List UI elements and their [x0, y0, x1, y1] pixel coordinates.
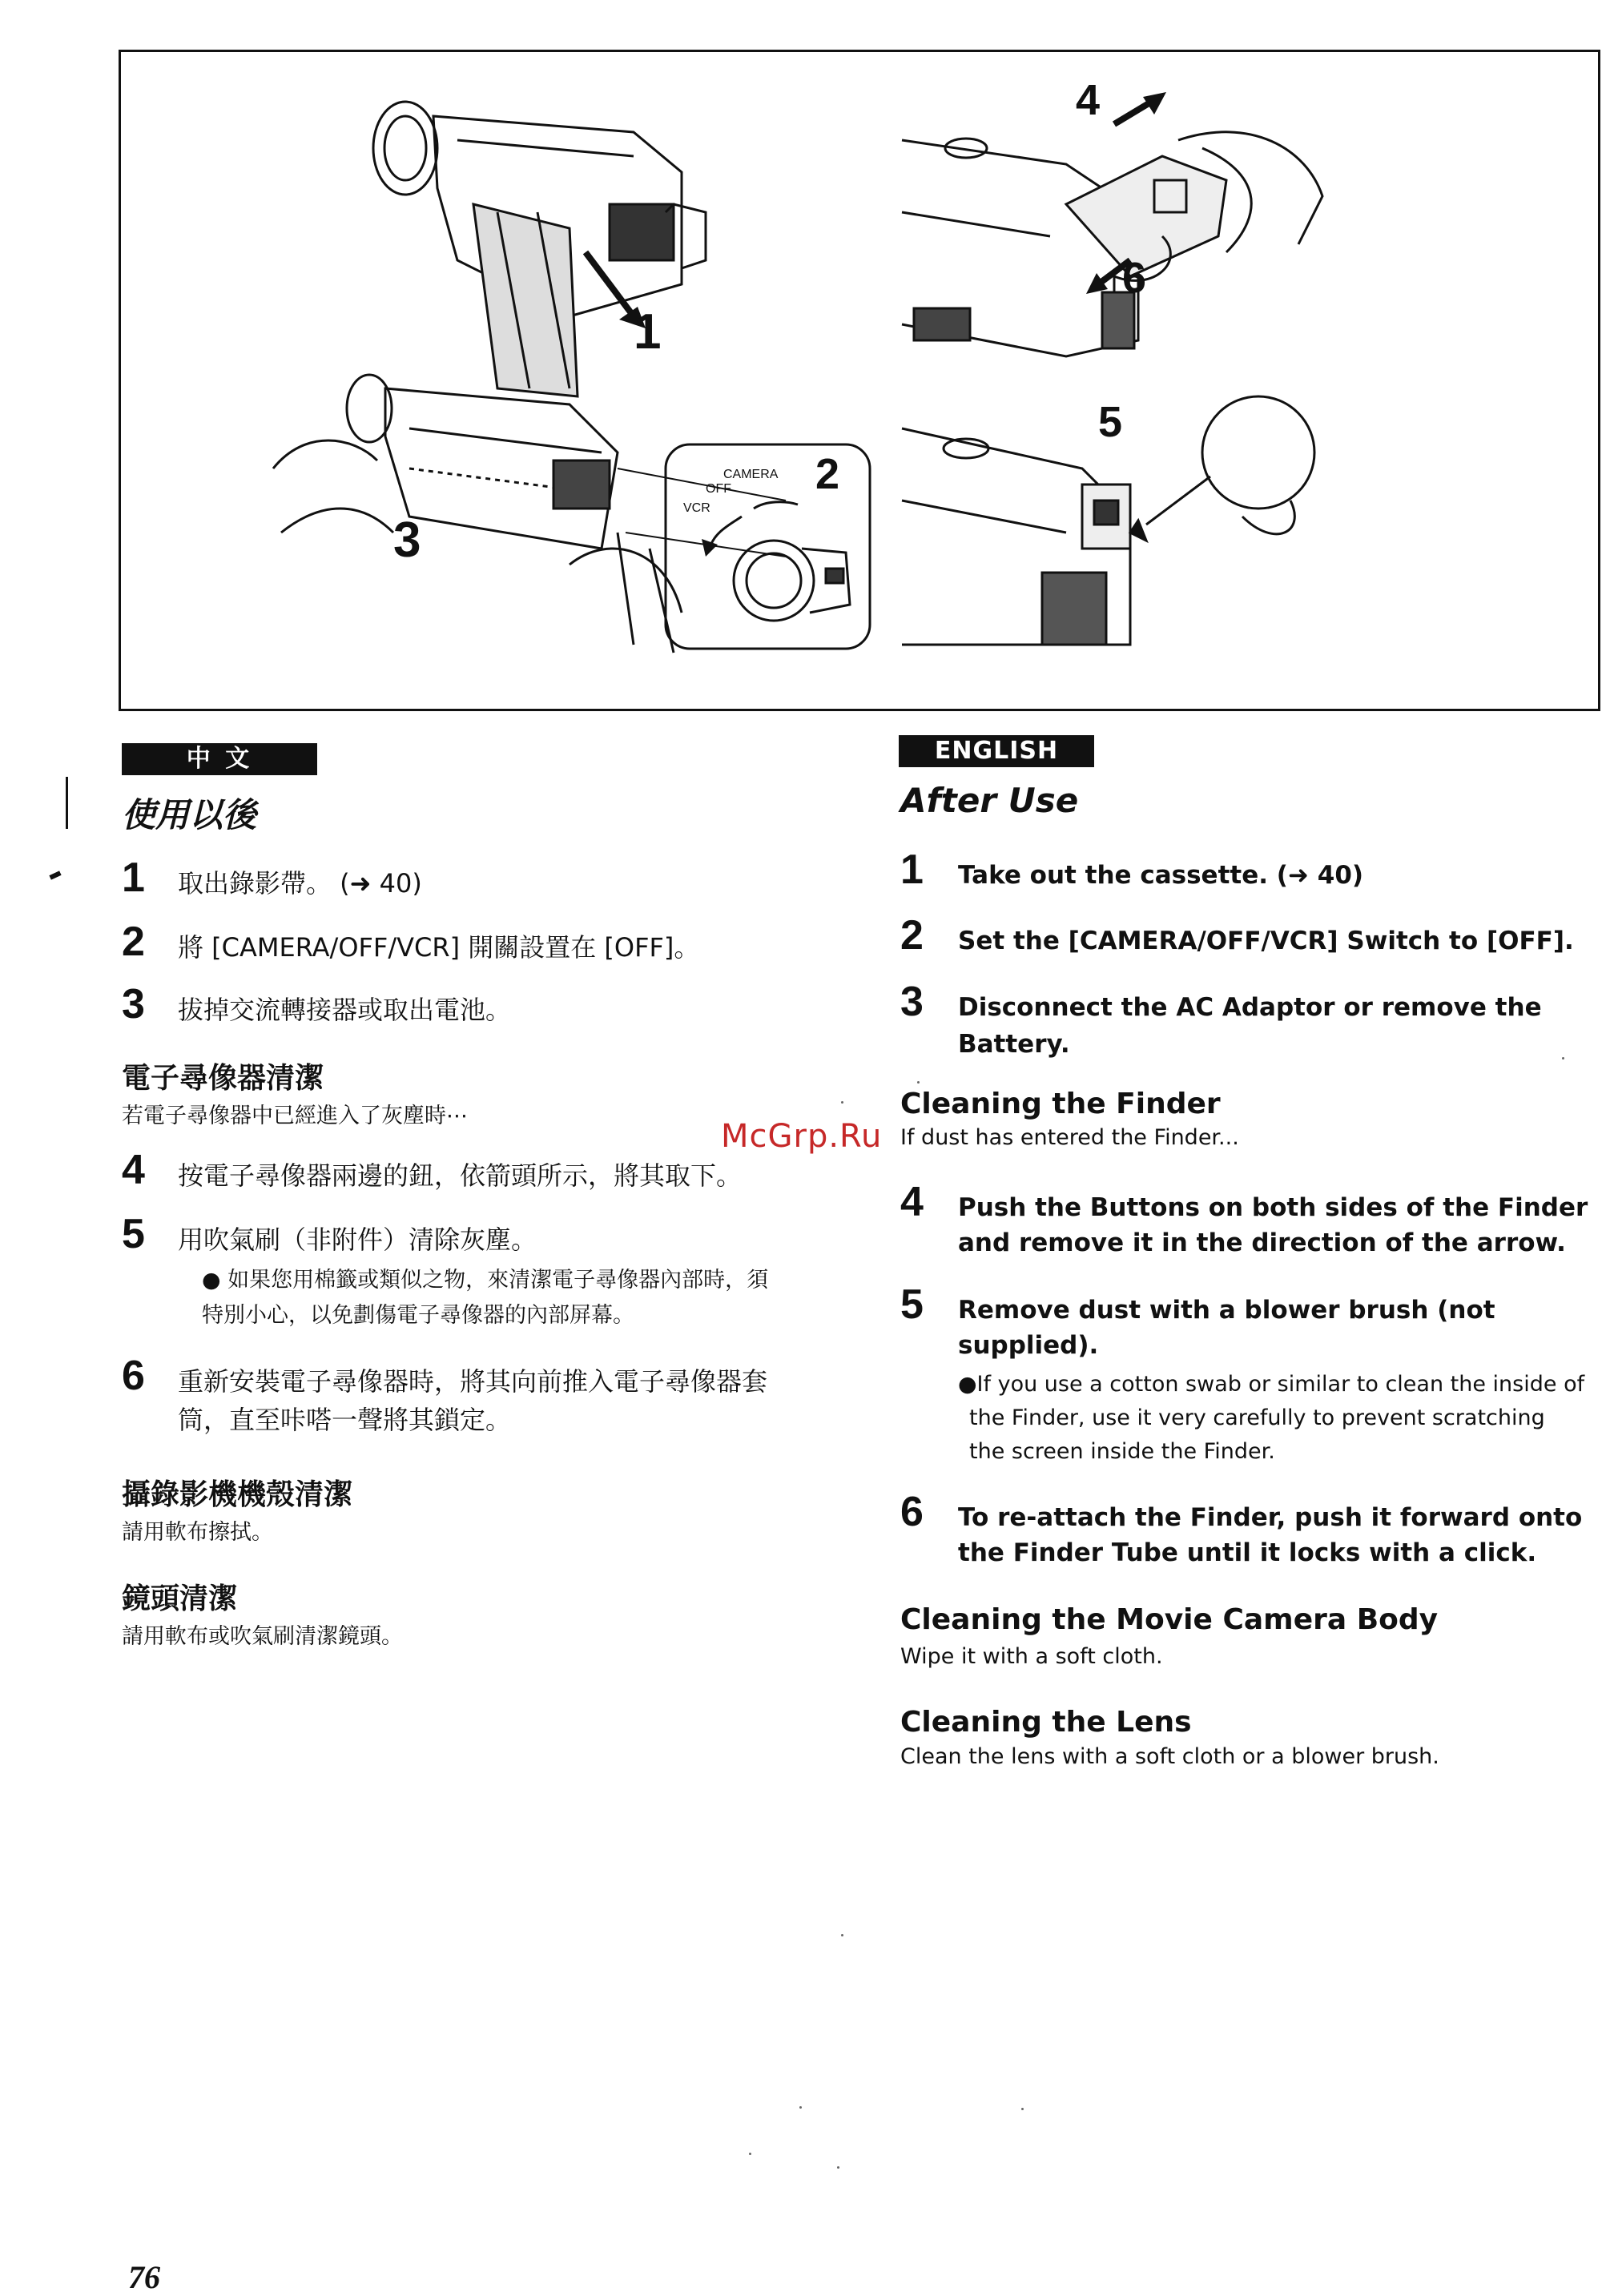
step-text: 將 [CAMERA/OFF/VCR] 開關設置在 [OFF]。 — [178, 932, 700, 963]
english-body-text: Wipe it with a soft cloth. — [900, 1644, 1163, 1669]
scan-speck — [799, 2106, 802, 2109]
scan-speck — [749, 2153, 751, 2155]
step-number: 1 — [900, 846, 924, 893]
finder-removal-drawing — [902, 132, 1322, 356]
callout-3: 3 — [393, 513, 421, 568]
step-text: Push the Buttons on both sides of the Finder — [958, 1193, 1588, 1222]
chinese-finder-note-line-1: ● 如果您用棉籤或類似之物，來清潔電子尋像器內部時，須 — [202, 1268, 769, 1293]
dial-label-off: OFF — [706, 482, 731, 496]
step-number: 3 — [122, 981, 145, 1027]
margin-mark — [66, 777, 68, 829]
scan-speck — [917, 1081, 920, 1084]
step-number: 4 — [122, 1147, 145, 1193]
step-number: 5 — [900, 1281, 924, 1328]
step-number: 5 — [122, 1211, 145, 1257]
scan-speck — [1562, 1057, 1564, 1060]
english-finder-intro: If dust has entered the Finder... — [900, 1125, 1239, 1150]
margin-mark — [49, 871, 61, 879]
chinese-finder-intro: 若電子尋像器中已經進入了灰塵時⋯ — [122, 1104, 468, 1128]
step-text: 拔掉交流轉接器或取出電池。 — [178, 995, 512, 1025]
english-finder-note-line-3: the screen inside the Finder. — [969, 1439, 1275, 1464]
chinese-finder-note-line-2: 特別小心，以免劃傷電子尋像器的內部屏幕。 — [202, 1303, 634, 1328]
step-text: To re-attach the Finder, push it forward onto — [958, 1503, 1583, 1532]
step-text: Remove dust with a blower brush (not — [958, 1296, 1495, 1325]
english-finder-note-line-2: the Finder, use it very carefully to prevent scratching — [969, 1405, 1545, 1430]
step-text: and remove it in the direction of the arrow. — [958, 1228, 1566, 1257]
scan-speck — [837, 2166, 839, 2169]
step-number: 2 — [900, 912, 924, 959]
chinese-finder-heading: 電子尋像器清潔 — [122, 1062, 324, 1095]
watermark: McGrp.Ru — [721, 1118, 883, 1155]
callout-5: 5 — [1098, 398, 1123, 446]
step-text: 用吹氣刷（非附件）清除灰塵。 — [178, 1224, 537, 1255]
step-text: Set the [CAMERA/OFF/VCR] Switch to [OFF]. — [958, 927, 1574, 955]
step-number: 3 — [900, 979, 924, 1025]
english-lens-heading: Cleaning the Lens — [900, 1706, 1192, 1739]
step-text: 筒，直至咔嗒一聲將其鎖定。 — [178, 1405, 512, 1435]
scan-speck — [841, 1934, 843, 1936]
step-number: 6 — [900, 1489, 924, 1535]
chinese-language-tag: 中 文 — [122, 743, 317, 775]
step-number: 2 — [122, 919, 145, 965]
english-section-title: After Use — [900, 781, 1079, 820]
step-text: supplied). — [958, 1331, 1099, 1360]
arrow-1 — [586, 252, 634, 316]
scan-speck — [841, 1101, 843, 1104]
step-text: the Finder Tube until it locks with a click. — [958, 1538, 1537, 1567]
callout-1: 1 — [634, 304, 662, 360]
dial-label-camera: CAMERA — [723, 468, 779, 481]
dial-label-vcr: VCR — [683, 501, 710, 515]
chinese-body-heading: 攝錄影機機殼清潔 — [122, 1478, 353, 1511]
step-number: 1 — [122, 854, 145, 901]
step-text: Take out the cassette. (➜ 40) — [958, 861, 1364, 890]
chinese-section-title: 使用以後 — [122, 795, 257, 834]
step-text: 取出錄影帶。 (➜ 40) — [178, 868, 422, 899]
english-lens-text: Clean the lens with a soft cloth or a blower brush. — [900, 1744, 1439, 1769]
step-text: Disconnect the AC Adaptor or remove the — [958, 993, 1542, 1022]
step-text: Battery. — [958, 1030, 1070, 1059]
step-text: 重新安裝電子尋像器時，將其向前推入電子尋像器套 — [178, 1366, 768, 1397]
callout-2: 2 — [815, 450, 840, 498]
callout-4: 4 — [1076, 76, 1101, 124]
illustration-frame — [119, 50, 1600, 711]
english-finder-note-line-1: ●If you use a cotton swab or similar to clean the inside of — [958, 1372, 1585, 1397]
camcorder-hand-drawing — [273, 375, 682, 653]
chinese-body-text: 請用軟布擦拭。 — [122, 1520, 273, 1545]
english-language-tag: ENGLISH — [899, 735, 1094, 767]
camcorder-illustration — [121, 52, 1598, 709]
step-text: 按電子尋像器兩邊的鈕，依箭頭所示，將其取下。 — [178, 1160, 743, 1191]
chinese-lens-text: 請用軟布或吹氣刷清潔鏡頭。 — [122, 1624, 403, 1649]
page-number: 76 — [128, 2259, 160, 2295]
scan-speck — [1021, 2108, 1024, 2110]
step-number: 4 — [900, 1179, 924, 1225]
english-finder-heading: Cleaning the Finder — [900, 1088, 1221, 1120]
chinese-lens-heading: 鏡頭清潔 — [122, 1582, 238, 1615]
step-number: 6 — [122, 1353, 145, 1399]
callout-6: 6 — [1122, 254, 1147, 302]
english-body-heading: Cleaning the Movie Camera Body — [900, 1603, 1439, 1636]
